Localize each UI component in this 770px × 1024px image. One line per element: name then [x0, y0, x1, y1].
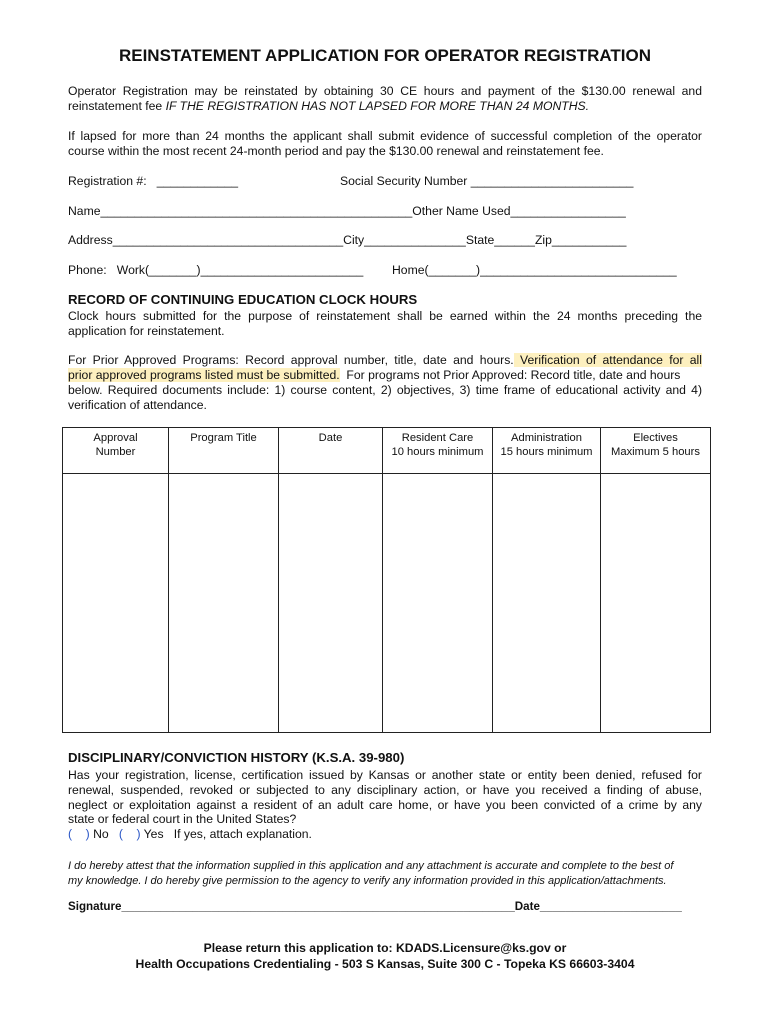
address-field[interactable]: Address__________________________________City_______________State______Zip___________ — [68, 233, 627, 247]
ce-text-line: application for reinstatement. — [68, 324, 225, 338]
disciplinary-line: neglect or exploitation against a resident of an adult care home, or have you been convicted of a crime by any — [68, 798, 702, 812]
col-program-title: Program Title — [169, 428, 279, 474]
table-cell[interactable] — [601, 474, 711, 733]
ce-instructions-line: below. Required documents include: 1) course content, 2) objectives, 3) time frame of educational activity and 4) — [68, 383, 702, 397]
no-label: No — [93, 827, 109, 841]
attestation-line: my knowledge. I do hereby give permission to the agency to verify any information provided in this application/attachments. — [68, 875, 667, 887]
verification-highlight: prior approved programs listed must be submitted. — [68, 368, 340, 382]
registration-number-field[interactable]: Registration #: ____________ — [68, 174, 239, 188]
ce-heading: RECORD OF CONTINUING EDUCATION CLOCK HOURS — [68, 292, 418, 307]
return-address: Health Occupations Credentialing - 503 S Kansas, Suite 300 C - Topeka KS 66603-3404 — [135, 957, 635, 971]
ce-instructions-text: For Prior Approved Programs: Record approval number, title, date and hours. — [68, 353, 514, 367]
table-header-row — [63, 428, 711, 474]
disciplinary-heading: DISCIPLINARY/CONVICTION HISTORY (K.S.A. 39-980) — [68, 750, 405, 765]
col-administration: Administration 15 hours minimum — [493, 428, 601, 474]
no-checkbox[interactable]: ( ) — [68, 827, 90, 841]
col-resident-care: Resident Care 10 hours minimum — [383, 428, 493, 474]
ce-instructions-line — [68, 353, 702, 368]
disciplinary-line: Has your registration, license, certification issued by Kansas or another state or entity been denied, refused for — [68, 768, 702, 782]
table-cell[interactable] — [169, 474, 279, 733]
table-cell[interactable] — [383, 474, 493, 733]
col-date: Date — [279, 428, 383, 474]
signature-date-field[interactable]: Signature_____________________________________________________________Date______________________ — [68, 900, 682, 913]
page-title: REINSTATEMENT APPLICATION FOR OPERATOR REGISTRATION — [118, 46, 652, 65]
ce-instructions-text: For programs not Prior Approved: Record title, date and hours — [339, 368, 681, 382]
lapsed-line: course within the most recent 24-month period and pay the $130.00 renewal and reinstatement fee. — [68, 144, 604, 158]
ssn-field[interactable]: Social Security Number ________________________ — [340, 174, 634, 188]
ce-hours-table — [62, 427, 711, 733]
ce-instructions-line: verification of attendance. — [68, 398, 207, 412]
yes-checkbox[interactable]: ( ) — [118, 827, 141, 841]
disciplinary-line: state or federal court in the United States? — [68, 812, 297, 826]
work-phone-field[interactable]: Phone: Work(_______)________________________ — [68, 263, 364, 277]
disciplinary-line: renewal, suspended, revoked or subjected to any disciplinary action, or have you received a finding of abuse, — [68, 783, 702, 797]
intro-line: Operator Registration may be reinstated by obtaining 30 CE hours and payment of the $130.00 renewal and — [68, 84, 702, 98]
table-cell[interactable] — [493, 474, 601, 733]
col-approval-number: Approval Number — [63, 428, 169, 474]
intro-emphasis: IF THE REGISTRATION HAS NOT LAPSED FOR MORE THAN 24 MONTHS. — [165, 99, 590, 113]
table-cell[interactable] — [63, 474, 169, 733]
lapsed-line: If lapsed for more than 24 months the applicant shall submit evidence of successful completion of the operator — [68, 129, 702, 143]
attestation-line: I do hereby attest that the information supplied in this application and any attachment is accurate and complete to the best of — [68, 860, 674, 872]
verification-highlight: Verification of attendance for all — [513, 353, 702, 367]
col-electives: Electives Maximum 5 hours — [601, 428, 711, 474]
return-instructions: Please return this application to: KDADS.Licensure@ks.gov or — [203, 941, 567, 955]
intro-line — [68, 99, 589, 114]
name-field[interactable]: Name______________________________________________Other Name Used_________________ — [68, 204, 626, 218]
table-cell[interactable] — [279, 474, 383, 733]
explain-text: If yes, attach explanation. — [173, 827, 312, 841]
intro-text: reinstatement fee — [68, 99, 166, 113]
ce-text-line: Clock hours submitted for the purpose of reinstatement shall be earned within the 24 months preceding the — [68, 309, 702, 323]
table-row — [63, 474, 711, 733]
home-phone-field[interactable]: Home(_______)_____________________________ — [392, 263, 677, 277]
answer-row — [68, 827, 312, 842]
yes-label: Yes — [143, 827, 164, 841]
ce-instructions-line — [68, 368, 680, 383]
